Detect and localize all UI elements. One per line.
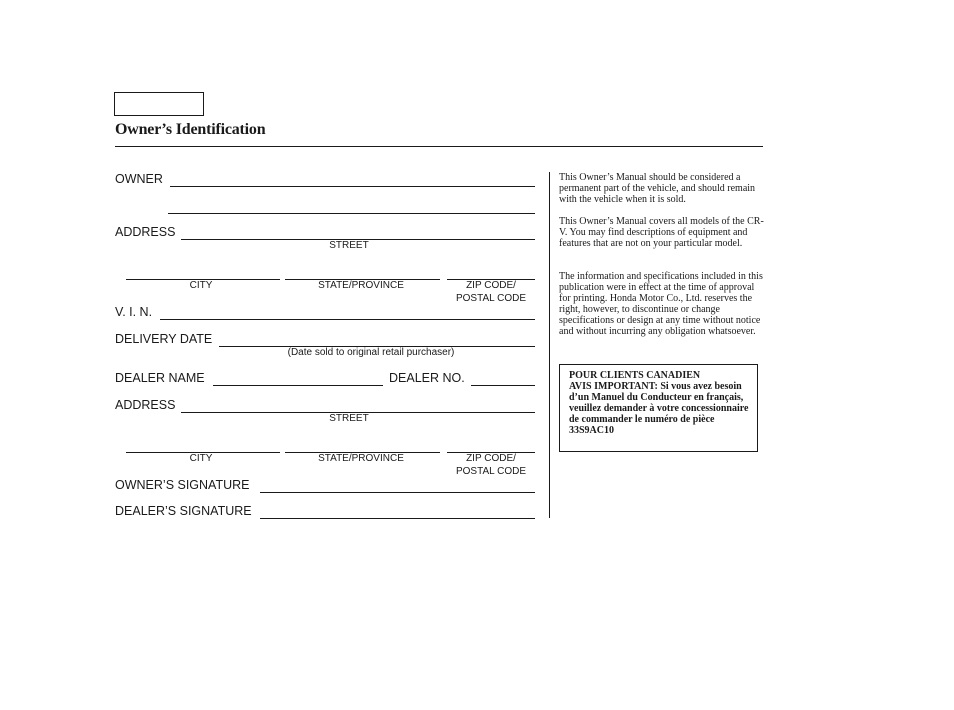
vin-field[interactable] <box>160 319 535 320</box>
owner-city-caption: CITY <box>189 280 213 291</box>
owner-postal-caption: POSTAL CODE <box>455 293 526 304</box>
dealer-city-caption: CITY <box>189 453 213 464</box>
dealer-zip-caption: ZIP CODE/ <box>466 453 516 464</box>
owner-label: OWNER <box>115 172 163 186</box>
manual-note-specifications: The information and specifications included in this publication were in effect at the time of approval for printing. Honda Motor Co., Ltd. reserves the right, however, to discontinue or change specifications or design at any time without notice and without incurring any obligation whatsoever. <box>559 271 763 337</box>
owner-address-label: ADDRESS <box>115 225 176 239</box>
delivery-date-caption: (Date sold to original retail purchaser) <box>287 347 455 358</box>
canadian-notice-box <box>559 364 758 452</box>
vin-label: V. I. N. <box>115 305 153 319</box>
dealer-no-field[interactable] <box>471 385 535 386</box>
dealer-street-caption: STREET <box>329 413 369 424</box>
dealer-signature-field[interactable] <box>260 518 535 519</box>
owner-street-caption: STREET <box>329 240 369 251</box>
title-rule <box>115 146 763 147</box>
owner-state-caption: STATE/PROVINCE <box>318 280 404 291</box>
section-tab-box <box>114 92 204 116</box>
canadian-notice-body: AVIS IMPORTANT: Si vous avez besoin d’un Manuel du Conducteur en français, veuillez demander à votre concessionnaire de commander le numéro de pièce 33S9AC10 <box>569 381 749 436</box>
dealer-address-label: ADDRESS <box>115 398 176 412</box>
page-title: Owner’s Identification <box>115 121 266 138</box>
owner-field[interactable] <box>170 186 535 187</box>
owner-signature-field[interactable] <box>260 492 535 493</box>
manual-note-models: This Owner’s Manual covers all models of the CR-V. You may find descriptions of equipment and features that are not on your particular model. <box>559 216 764 249</box>
column-divider <box>549 172 550 518</box>
dealer-state-caption: STATE/PROVINCE <box>318 453 404 464</box>
owner-signature-label: OWNER’S SIGNATURE <box>115 478 250 492</box>
owner-zip-caption: ZIP CODE/ <box>466 280 516 291</box>
owner-field-line2[interactable] <box>168 213 535 214</box>
canadian-notice-heading: POUR CLIENTS CANADIEN <box>569 370 701 381</box>
dealer-name-field[interactable] <box>213 385 383 386</box>
manual-note-permanent: This Owner’s Manual should be considered a permanent part of the vehicle, and should remain with the vehicle when it is sold. <box>559 172 756 205</box>
dealer-signature-label: DEALER’S SIGNATURE <box>115 504 252 518</box>
dealer-no-label: DEALER NO. <box>389 371 465 385</box>
dealer-postal-caption: POSTAL CODE <box>455 466 526 477</box>
dealer-name-label: DEALER NAME <box>115 371 205 385</box>
delivery-date-label: DELIVERY DATE <box>115 332 213 346</box>
